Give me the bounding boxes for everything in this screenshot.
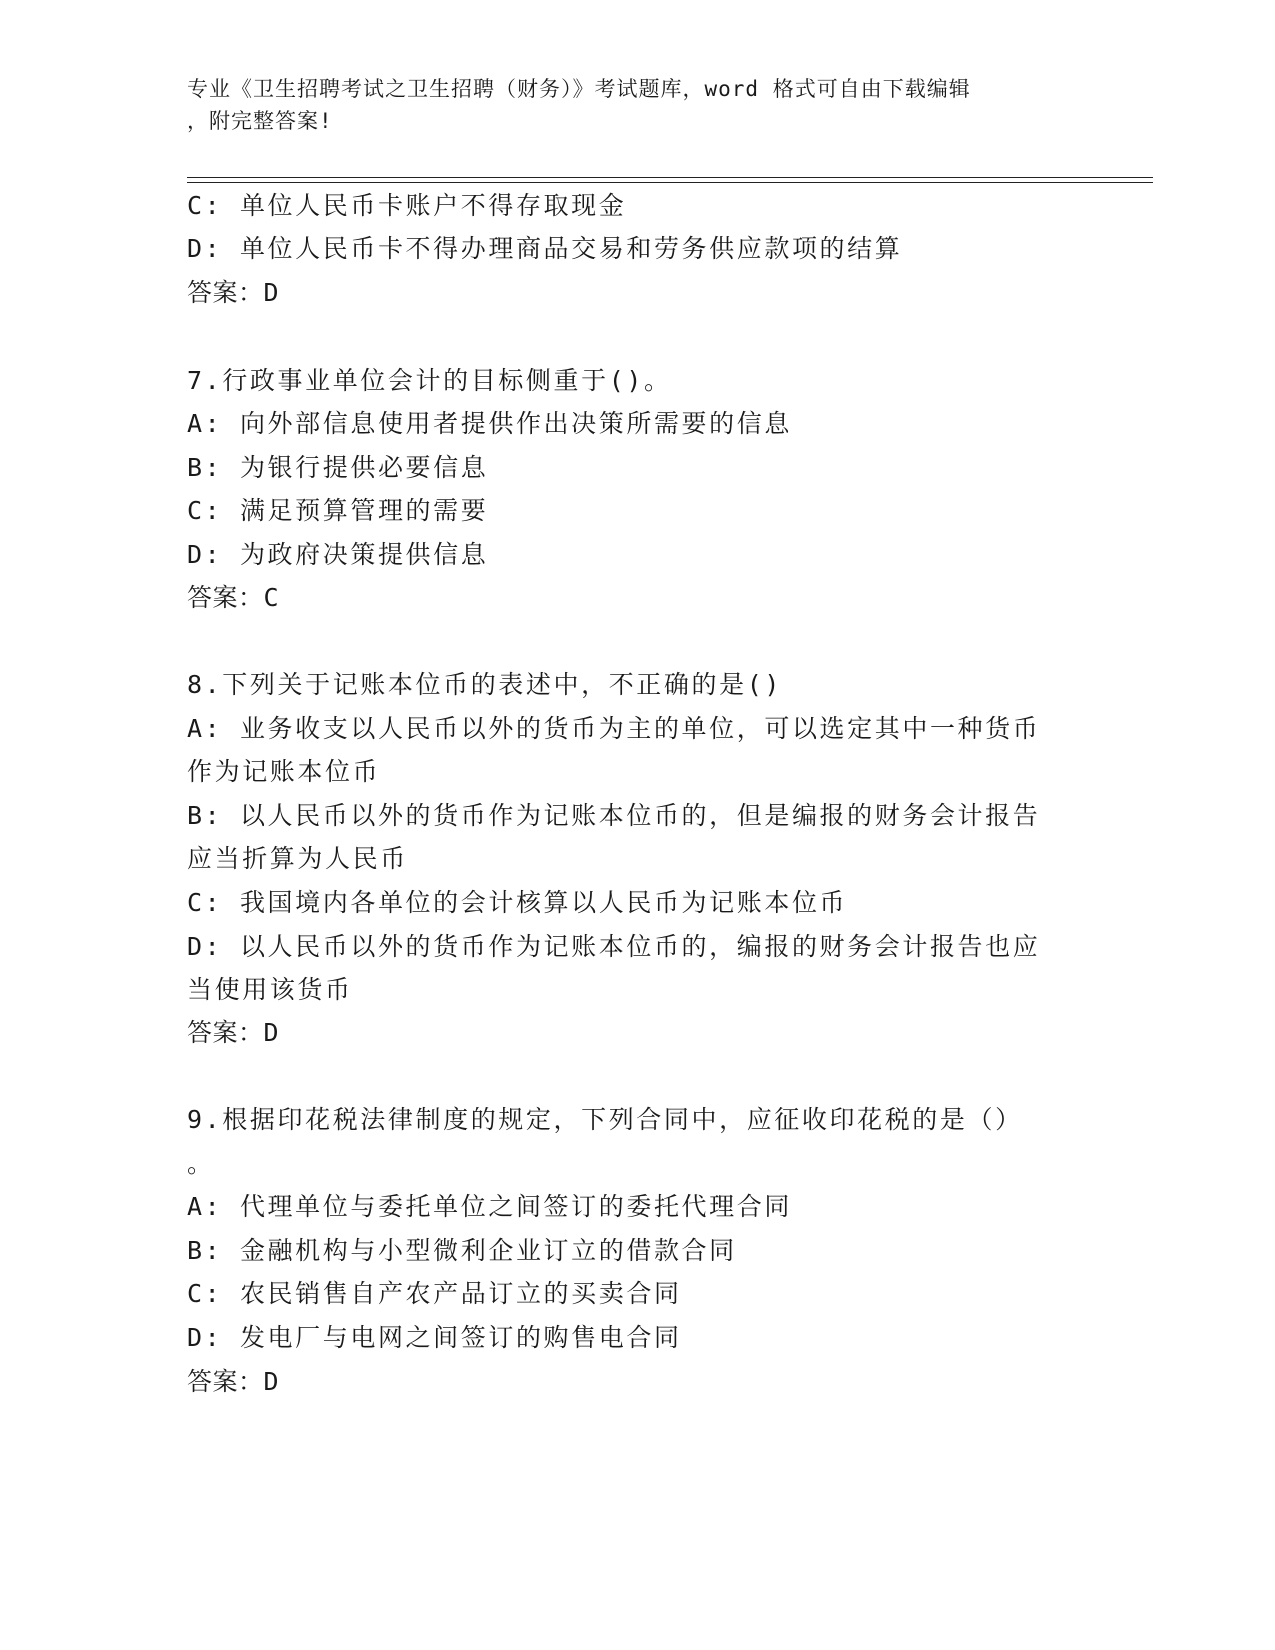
q7-option-c: C: 满足预算管理的需要 <box>187 496 489 525</box>
q9-option-a: A: 代理单位与委托单位之间签订的委托代理合同 <box>187 1192 792 1221</box>
q8-option-b: B: 以人民币以外的货币作为记账本位币的，但是编报的财务会计报告 <box>187 801 1041 830</box>
q9-option-c: C: 农民销售自产农产品订立的买卖合同 <box>187 1279 682 1308</box>
q9-question-cont: 。 <box>187 1149 215 1178</box>
header-subtitle: ，附完整答案! <box>187 109 333 133</box>
q6-option-d: D: 单位人民币卡不得办理商品交易和劳务供应款项的结算 <box>187 234 903 263</box>
header-divider-bottom <box>187 182 1153 183</box>
q8-option-a: A: 业务收支以人民币以外的货币为主的单位，可以选定其中一种货币 <box>187 714 1041 743</box>
q8-option-b-cont: 应当折算为人民币 <box>187 844 408 873</box>
q6-answer: 答案：D <box>187 278 280 307</box>
q9-option-d: D: 发电厂与电网之间签订的购售电合同 <box>187 1323 682 1352</box>
q7-option-d: D: 为政府决策提供信息 <box>187 540 489 569</box>
q7-option-b: B: 为银行提供必要信息 <box>187 453 489 482</box>
document-header <box>187 73 1067 137</box>
q8-option-a-cont: 作为记账本位币 <box>187 757 381 786</box>
q7-question: 7.行政事业单位会计的目标侧重于()。 <box>187 366 672 395</box>
q9-question: 9.根据印花税法律制度的规定，下列合同中，应征收印花税的是（） <box>187 1105 1023 1134</box>
q8-option-d-cont: 当使用该货币 <box>187 975 353 1004</box>
header-divider-top <box>187 177 1153 178</box>
q8-option-d: D: 以人民币以外的货币作为记账本位币的，编报的财务会计报告也应 <box>187 932 1041 961</box>
q8-option-c: C: 我国境内各单位的会计核算以人民币为记账本位币 <box>187 888 848 917</box>
q8-question: 8.下列关于记账本位币的表述中，不正确的是() <box>187 670 783 699</box>
q7-answer: 答案：C <box>187 583 280 612</box>
q9-option-b: B: 金融机构与小型微利企业订立的借款合同 <box>187 1236 737 1265</box>
q7-option-a: A: 向外部信息使用者提供作出决策所需要的信息 <box>187 409 792 438</box>
q8-answer: 答案：D <box>187 1018 280 1047</box>
q9-answer: 答案：D <box>187 1367 280 1396</box>
q6-option-c: C: 单位人民币卡账户不得存取现金 <box>187 191 627 220</box>
header-title: 专业《卫生招聘考试之卫生招聘（财务）》考试题库，word 格式可自由下载编辑 <box>187 77 971 101</box>
